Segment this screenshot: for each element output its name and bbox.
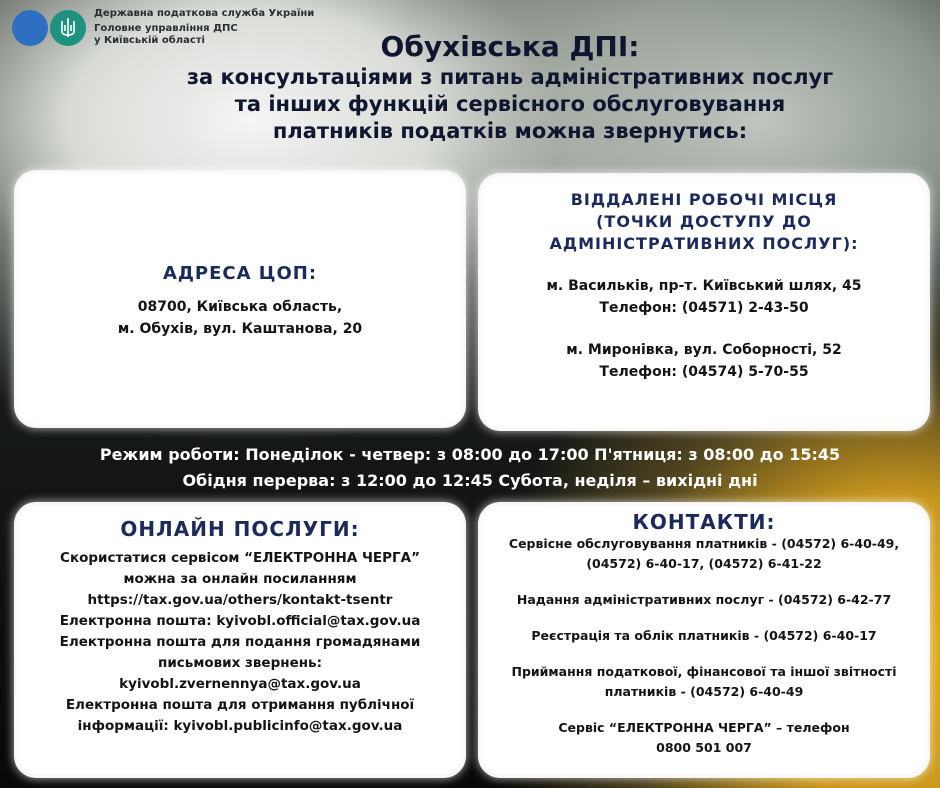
remote-heading-1: ВІДДАЛЕНІ РОБОЧІ МІСЦЯ bbox=[570, 190, 838, 209]
kontakt-tsentr-link[interactable]: https://tax.gov.ua/others/kontakt-tsentr bbox=[87, 592, 393, 608]
remote-phone-1: Телефон: (04571) 2-43-50 bbox=[599, 300, 809, 316]
org-line-3: у Київській області bbox=[94, 35, 205, 46]
remote-heading-2: (ТОЧКИ ДОСТУПУ ДО bbox=[596, 212, 812, 231]
title-main: Обухівська ДПІ: bbox=[380, 30, 640, 63]
contact-reporting-2: платників - (04572) 6-40-49 bbox=[604, 684, 804, 699]
publicinfo-email[interactable]: інформації: kyivobl.publicinfo@tax.gov.ua bbox=[77, 718, 403, 734]
online-line-2: можна за онлайн посиланням bbox=[123, 571, 357, 587]
contact-service-2: (04572) 6-40-17, (04572) 6-41-22 bbox=[586, 556, 822, 571]
contacts-card bbox=[478, 502, 930, 778]
remote-workplaces-card bbox=[478, 173, 930, 431]
cop-address-card bbox=[14, 170, 466, 428]
contact-registration: Реєстрація та облік платників - (04572) 6-40-17 bbox=[531, 628, 877, 643]
contact-queue-phone: 0800 501 007 bbox=[656, 740, 752, 755]
title-line-2: та інших функцій сервісного обслуговування bbox=[234, 92, 786, 116]
cop-address-line-2: м. Обухів, вул. Каштанова, 20 bbox=[117, 321, 363, 337]
title-line-3: платників податків можна звернутись: bbox=[272, 119, 748, 143]
contact-queue-1: Сервіс “ЕЛЕКТРОННА ЧЕРГА” – телефон bbox=[558, 720, 850, 735]
remote-heading-3: АДМІНІСТРАТИВНИХ ПОСЛУГ): bbox=[549, 234, 859, 253]
org-line-1: Державна податкова служба України bbox=[94, 8, 315, 19]
contact-admin-services: Надання адміністративних послуг - (04572) 6-42-77 bbox=[516, 592, 892, 607]
lunch-break-line: Обідня перерва: з 12:00 до 12:45 Субота, неділя – вихідні дні bbox=[182, 471, 758, 490]
cop-heading: АДРЕСА ЦОП: bbox=[162, 263, 318, 284]
online-line-6: письмових звернень: bbox=[158, 655, 322, 671]
remote-phone-2: Телефон: (04574) 5-70-55 bbox=[599, 364, 809, 380]
contact-reporting-1: Приймання податкової, фінансової та іншої звітності bbox=[511, 664, 897, 679]
remote-address-1: м. Васильків, пр-т. Київський шлях, 45 bbox=[546, 278, 862, 294]
official-email[interactable]: Електронна пошта: kyivobl.official@tax.gov.ua bbox=[59, 613, 421, 629]
working-hours bbox=[0, 442, 940, 494]
contacts-heading: КОНТАКТИ: bbox=[632, 510, 776, 534]
working-hours-line: Режим роботи: Понеділок - четвер: з 08:00 до 17:00 П'ятниця: з 08:00 до 15:45 bbox=[99, 445, 841, 464]
contact-service-1: Сервісне обслуговування платників - (04572) 6-40-49, bbox=[508, 536, 900, 551]
online-line-8: Електронна пошта для отримання публічної bbox=[65, 697, 415, 713]
online-services-card bbox=[14, 502, 466, 778]
org-line-2: Головне управління ДПС bbox=[94, 23, 238, 34]
cop-address-line-1: 08700, Київська область, bbox=[137, 299, 343, 315]
title-line-1: за консультаціями з питань адміністративних послуг bbox=[186, 65, 834, 89]
zvernennya-email[interactable]: kyivobl.zvernennya@tax.gov.ua bbox=[119, 676, 361, 692]
online-heading: ОНЛАЙН ПОСЛУГИ: bbox=[120, 517, 360, 541]
page-title bbox=[0, 30, 940, 145]
remote-address-2: м. Миронівка, вул. Соборності, 52 bbox=[566, 342, 842, 358]
online-line-1: Скористатися сервісом “ЕЛЕКТРОННА ЧЕРГА” bbox=[60, 550, 420, 566]
online-line-5: Електронна пошта для подання громадянами bbox=[59, 634, 421, 650]
